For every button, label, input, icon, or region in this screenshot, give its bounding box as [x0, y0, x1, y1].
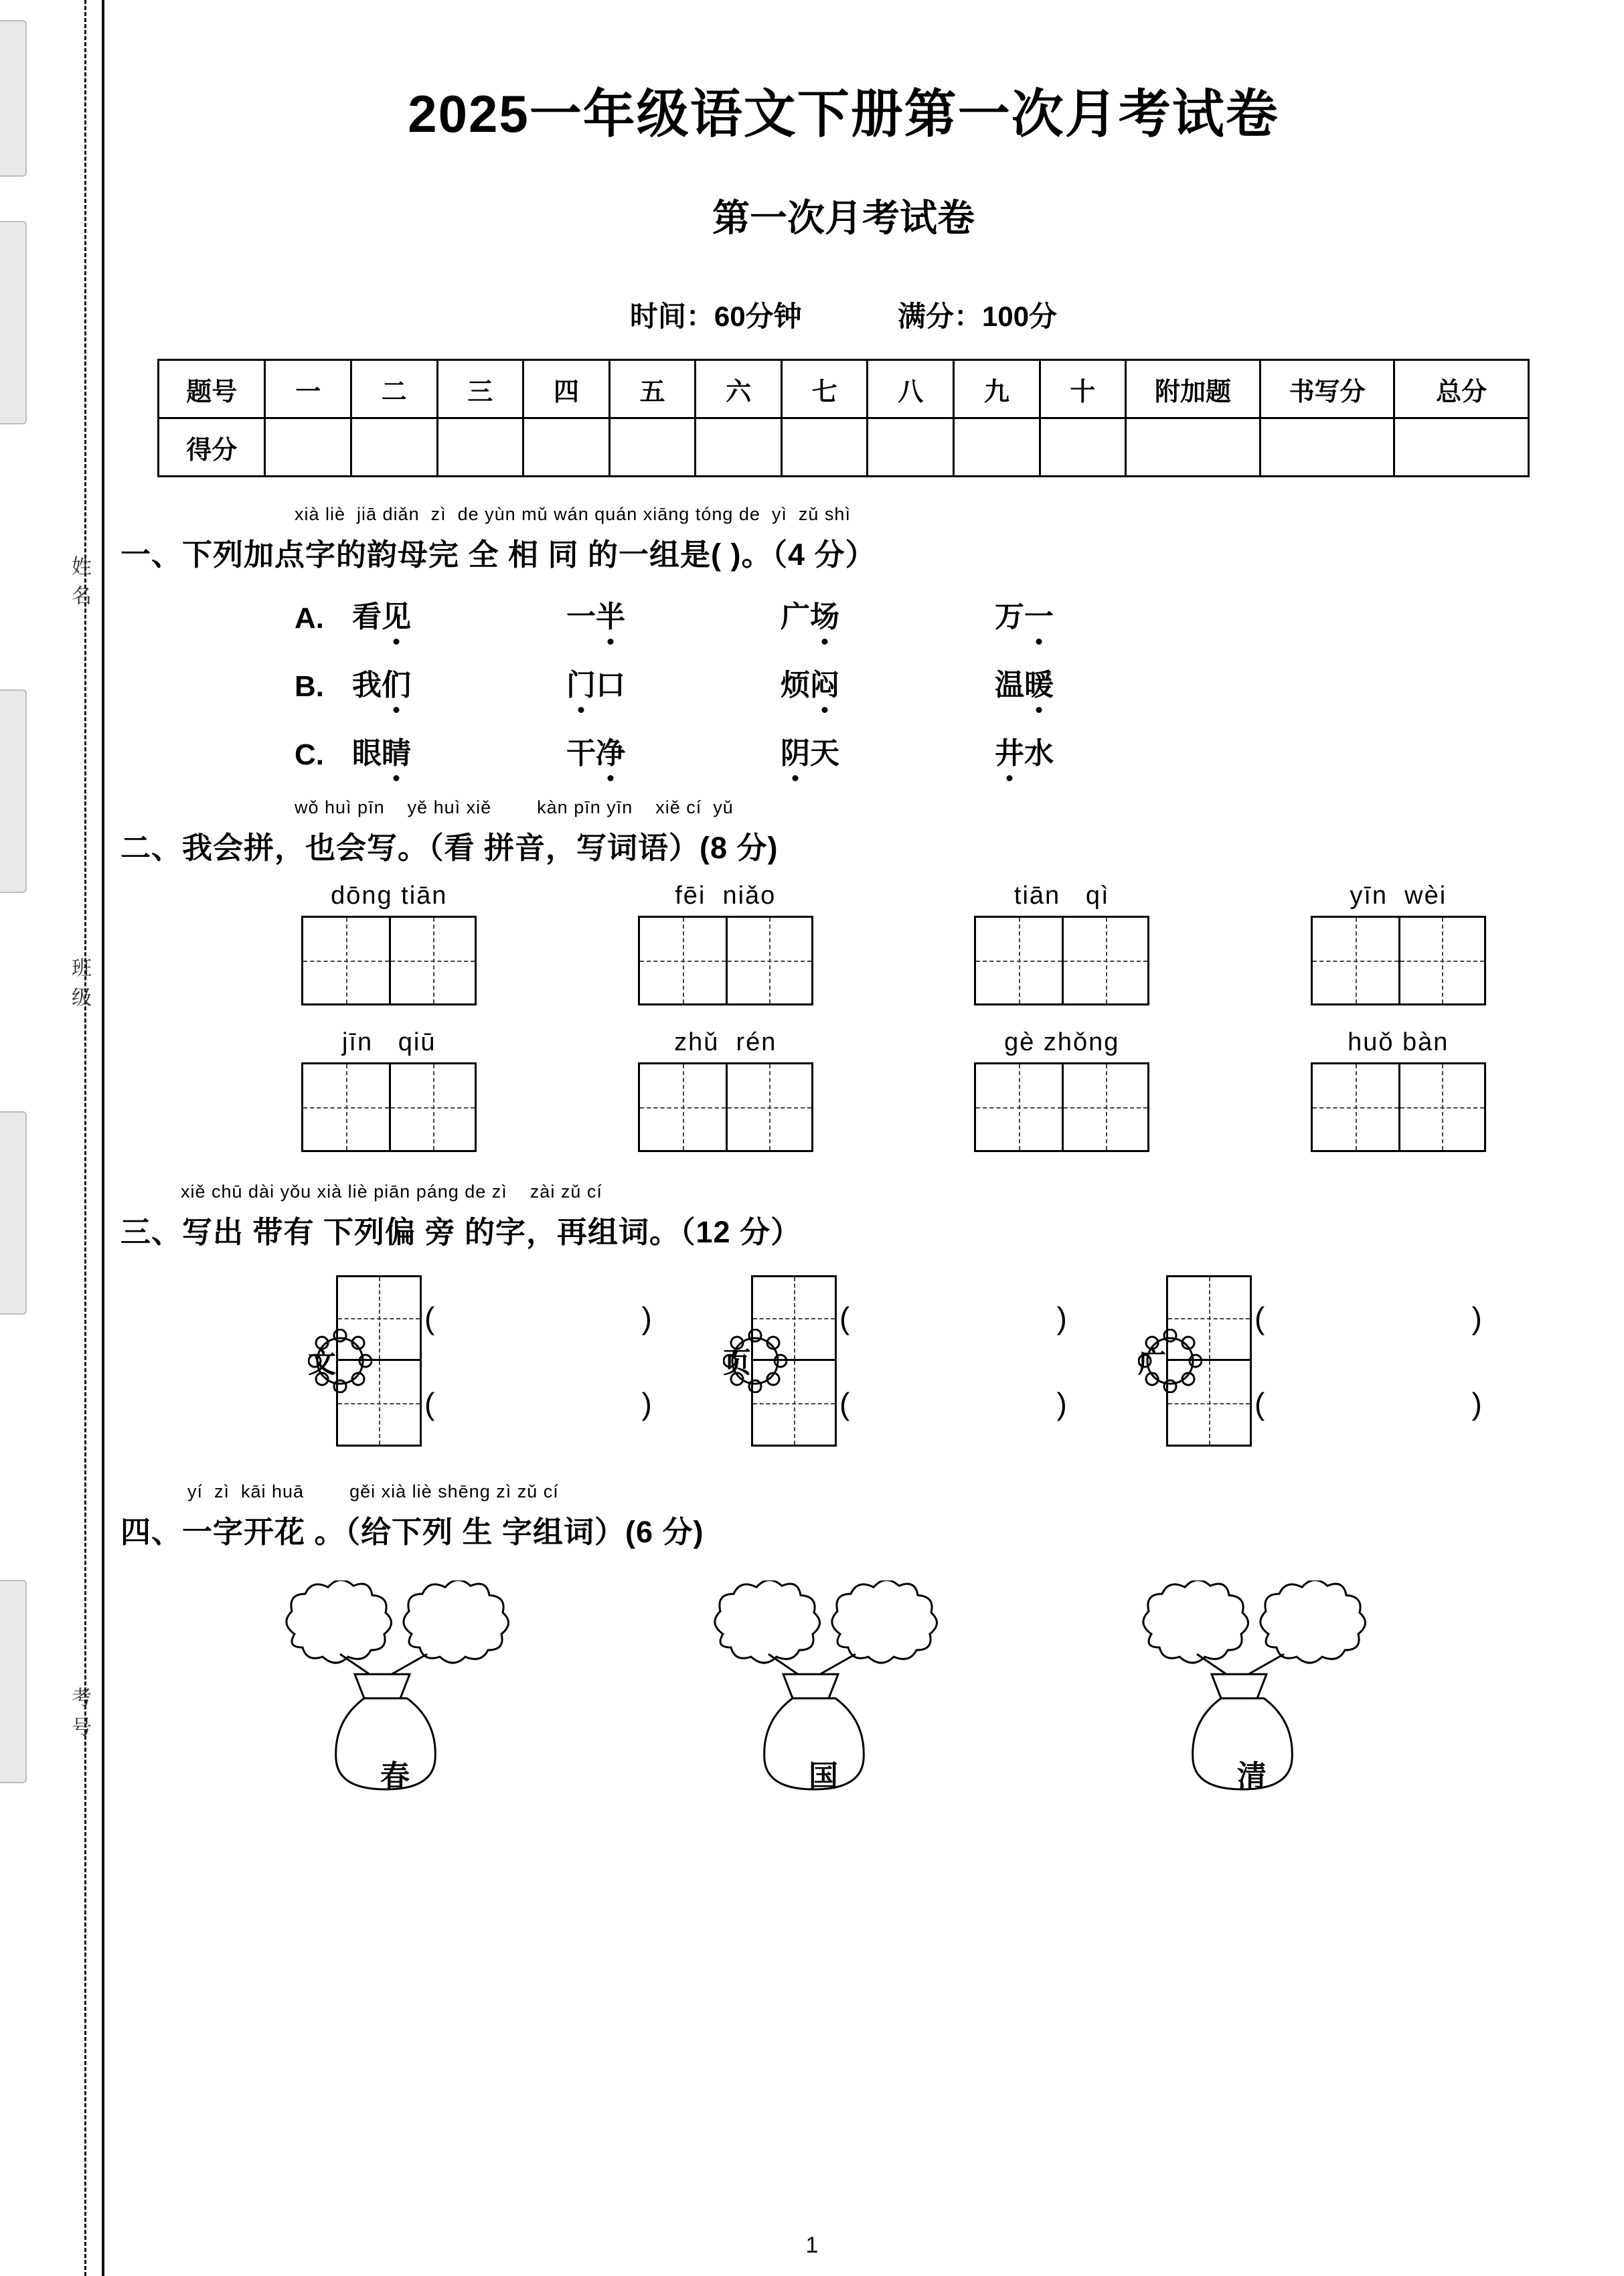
choice-option: 一半 — [566, 592, 781, 635]
word-paren[interactable]: ( ) — [1254, 1386, 1582, 1421]
word-grid-item — [1230, 1028, 1567, 1152]
choice-option: 温暖 — [995, 661, 1209, 704]
score-cell[interactable] — [696, 418, 782, 477]
tianzige[interactable] — [974, 916, 1149, 1005]
tianzige[interactable] — [301, 916, 477, 1005]
page-edge-tab — [0, 221, 27, 424]
answer-boxes — [751, 1275, 1167, 1447]
word-grid-item — [894, 1028, 1230, 1152]
question-1 — [120, 504, 1566, 772]
score-cell[interactable] — [351, 418, 438, 477]
col-9: 九 — [954, 360, 1040, 418]
choice-option: 井水 — [995, 729, 1209, 772]
tianzige-single[interactable] — [336, 1275, 422, 1361]
col-4: 四 — [523, 360, 610, 418]
word-pinyin: zhǔ rén — [674, 1028, 777, 1056]
flower-badge-icon — [308, 1329, 336, 1393]
tianzige[interactable] — [1311, 916, 1486, 1005]
score-cell[interactable] — [1260, 418, 1394, 477]
question-4-title: 四、一字开花 。（给下列 生 字组词）(6 分) — [120, 1515, 704, 1549]
question-2-title: 二、我会拼，也会写。（看 拼音，写词语）(8 分) — [120, 831, 779, 865]
exam-meta — [120, 295, 1566, 335]
question-4 — [120, 1481, 1566, 1868]
page-edge-tab — [0, 20, 27, 177]
col-10: 十 — [1040, 360, 1126, 418]
row-label-score: 得分 — [159, 418, 265, 477]
flower-badge-icon — [723, 1329, 751, 1393]
flower-badge-icon — [1138, 1329, 1166, 1393]
question-2-pinyin: wǒ huì pīn yě huì xiě kàn pīn yīn xiě cí yǔ — [295, 797, 734, 817]
word-grid-item — [221, 1028, 558, 1152]
score-cell[interactable] — [523, 418, 610, 477]
binding-margin — [0, 0, 100, 2276]
choice-option: 万一 — [995, 592, 1209, 635]
row-label-question-no: 题号 — [159, 360, 265, 418]
page-subtitle: 第一次月考试卷 — [712, 197, 975, 239]
answer-line — [1166, 1275, 1582, 1361]
score-cell[interactable] — [265, 418, 351, 477]
choice-option: 我们 — [352, 661, 566, 704]
choice-row-b[interactable] — [295, 661, 1566, 704]
answer-line — [1166, 1361, 1582, 1447]
word-grid-item — [221, 882, 558, 1005]
tianzige[interactable] — [638, 1062, 813, 1152]
answer-line — [336, 1361, 752, 1447]
question-4-pinyin: yí zì kāi huā gěi xià liè shēng zì zǔ cí — [187, 1481, 559, 1501]
radical-char: 页 — [723, 1347, 752, 1378]
radical-char: 广 — [1138, 1347, 1167, 1378]
choice-option: 门口 — [566, 661, 781, 704]
score-cell[interactable] — [868, 418, 954, 477]
answer-boxes — [336, 1275, 752, 1447]
choice-option: 阴天 — [781, 729, 995, 772]
choice-label: B. — [295, 670, 324, 703]
page-number: 1 — [805, 2232, 819, 2258]
word-grid-item — [894, 882, 1230, 1005]
page-edge-tab — [0, 1111, 27, 1315]
choice-row-a[interactable] — [295, 592, 1566, 635]
question-3-radical-row — [308, 1275, 1582, 1447]
question-3-title: 三、写出 带有 下列偏 旁 的字，再组词。（12 分） — [120, 1215, 802, 1249]
answer-boxes — [1166, 1275, 1582, 1447]
question-1-pinyin: xià liè jiā diǎn zì de yùn mǔ wán quán xiāng tóng de yì zǔ shì — [295, 504, 851, 524]
answer-line — [751, 1275, 1167, 1361]
score-cell[interactable] — [1394, 418, 1529, 477]
choice-label: A. — [295, 602, 324, 635]
col-5: 五 — [609, 360, 696, 418]
choice-option: 干净 — [566, 729, 781, 772]
choice-option: 广场 — [781, 592, 995, 635]
score-cell[interactable] — [1040, 418, 1126, 477]
choice-option: 烦闷 — [781, 661, 995, 704]
flower-vase-group — [254, 1580, 683, 1868]
flower-vase-group — [683, 1580, 1111, 1868]
document-body — [120, 0, 1582, 1868]
answer-line — [336, 1275, 752, 1361]
question-3-pinyin: xiě chū dài yǒu xià liè piān páng de zì zài zǔ cí — [181, 1182, 602, 1202]
col-handwriting: 书写分 — [1260, 360, 1394, 418]
answer-line — [751, 1361, 1167, 1447]
word-pinyin: jīn qiū — [341, 1028, 436, 1056]
word-paren[interactable]: ( ) — [1254, 1301, 1582, 1335]
word-grid-item — [1230, 882, 1567, 1005]
score-table — [157, 359, 1530, 477]
side-label-examno: 考号 — [68, 1687, 90, 1746]
word-paren[interactable]: ( ) — [424, 1386, 752, 1421]
word-pinyin: dōng tiān — [331, 882, 448, 910]
radical-group — [308, 1275, 752, 1447]
dashed-fold-line — [84, 0, 86, 2276]
question-4-flower-row — [254, 1580, 1566, 1868]
col-6: 六 — [696, 360, 782, 418]
tianzige-single[interactable] — [1166, 1275, 1252, 1361]
word-pinyin: tiān qì — [1013, 882, 1110, 910]
tianzige-single[interactable] — [336, 1361, 422, 1447]
page-title: 2025一年级语文下册第一次月考试卷 — [408, 84, 1279, 143]
page-edge-tab — [0, 689, 27, 893]
question-2 — [120, 797, 1566, 1152]
score-table-header-row — [159, 360, 1529, 418]
question-2-grid-row-1 — [221, 882, 1566, 1005]
word-grid-item — [558, 1028, 894, 1152]
score-cell[interactable] — [437, 418, 523, 477]
tianzige-single[interactable] — [751, 1361, 837, 1447]
side-label-name: 姓名 — [68, 556, 90, 615]
col-extra: 附加题 — [1126, 360, 1261, 418]
question-1-title: 一、下列加点字的韵母完 全 相 同 的一组是( )。（4 分） — [120, 538, 876, 572]
side-label-class: 班级 — [68, 957, 90, 1016]
page-edge-tab — [0, 1580, 27, 1783]
col-3: 三 — [437, 360, 523, 418]
word-pinyin: gè zhǒng — [1004, 1028, 1120, 1056]
tianzige-single[interactable] — [751, 1275, 837, 1361]
score-cell[interactable] — [954, 418, 1040, 477]
radical-group — [1138, 1275, 1582, 1447]
tianzige-single[interactable] — [1166, 1361, 1252, 1447]
question-2-grid-row-2 — [221, 1028, 1566, 1152]
col-7: 七 — [781, 360, 868, 418]
word-pinyin: yīn wèi — [1350, 882, 1447, 910]
tianzige[interactable] — [974, 1062, 1149, 1152]
score-cell[interactable] — [609, 418, 696, 477]
total-score-label: 满分：100分 — [897, 301, 1058, 332]
time-label: 时间：60分钟 — [629, 301, 802, 332]
question-3 — [120, 1182, 1582, 1447]
word-pinyin: huǒ bàn — [1348, 1028, 1449, 1056]
word-paren[interactable]: ( ) — [424, 1301, 752, 1335]
word-paren[interactable]: ( ) — [839, 1386, 1167, 1421]
solid-fold-line — [102, 0, 104, 2276]
flower-vase-group — [1111, 1580, 1540, 1868]
score-table-value-row — [159, 418, 1529, 477]
score-cell[interactable] — [1126, 418, 1261, 477]
question-1-choices — [295, 592, 1566, 772]
col-2: 二 — [351, 360, 438, 418]
tianzige[interactable] — [301, 1062, 477, 1152]
col-1: 一 — [265, 360, 351, 418]
word-paren[interactable]: ( ) — [839, 1301, 1167, 1335]
radical-group — [723, 1275, 1167, 1447]
tianzige[interactable] — [638, 916, 813, 1005]
word-grid-item — [558, 882, 894, 1005]
choice-row-c[interactable] — [295, 729, 1566, 772]
col-total: 总分 — [1394, 360, 1529, 418]
col-8: 八 — [868, 360, 954, 418]
choice-option: 眼睛 — [352, 729, 566, 772]
tianzige[interactable] — [1311, 1062, 1486, 1152]
choice-label: C. — [295, 738, 324, 771]
score-cell[interactable] — [781, 418, 868, 477]
vase-char: 春 — [380, 1760, 410, 1793]
choice-option: 看见 — [352, 592, 566, 635]
vase-char: 清 — [1237, 1760, 1267, 1793]
radical-char: 文 — [308, 1347, 337, 1378]
vase-char: 国 — [809, 1760, 838, 1793]
word-pinyin: fēi niǎo — [675, 882, 777, 910]
